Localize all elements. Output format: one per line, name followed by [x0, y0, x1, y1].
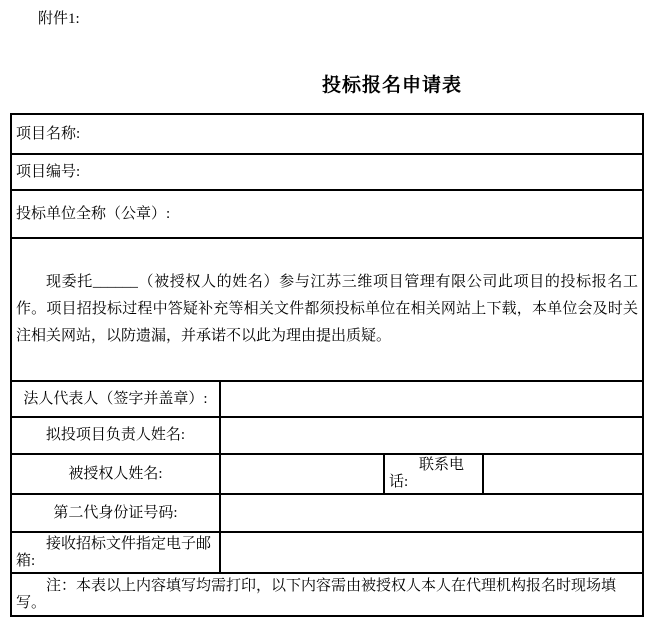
- table-row: [11, 494, 643, 532]
- project-number-label: 项目编号:: [11, 154, 643, 190]
- email-fill-in[interactable]: [220, 532, 643, 573]
- form-note: 注：本表以上内容填写均需打印，以下内容需由被授权人本人在代理机构报名时现场填写。: [11, 573, 643, 616]
- table-row: [11, 381, 643, 417]
- table-row: [11, 114, 643, 154]
- table-row: [11, 417, 643, 454]
- table-row: [11, 454, 643, 494]
- table-row: [11, 154, 643, 190]
- legal-representative-label: 法人代表人（签字并盖章）:: [11, 381, 220, 417]
- table-row: [11, 532, 643, 573]
- table-row: [11, 573, 643, 616]
- project-name-label: 项目名称:: [11, 114, 643, 154]
- contact-phone-label: 联系电话:: [384, 454, 483, 494]
- legal-representative-fill-in[interactable]: [220, 381, 643, 417]
- bid-application-form-table: [10, 113, 644, 617]
- id-number-fill-in[interactable]: [220, 494, 643, 532]
- commitment-paragraph: 现委托______（被授权人的姓名）参与江苏三维项目管理有限公司此项目的投标报名工作。项目招投标过程中答疑补充等相关文件都须投标单位在相关网站上下载，本单位会及时关注相关网站，以防遗漏，并承诺不以此为理由提出质疑。: [11, 238, 643, 381]
- project-leader-name-label: 拟投项目负责人姓名:: [11, 417, 220, 454]
- project-leader-name-fill-in[interactable]: [220, 417, 643, 454]
- contact-phone-fill-in[interactable]: [483, 454, 643, 494]
- email-label: 接收招标文件指定电子邮箱:: [11, 532, 220, 573]
- id-number-label: 第二代身份证号码:: [11, 494, 220, 532]
- authorized-person-name-label: 被授权人姓名:: [11, 454, 220, 494]
- table-row: [11, 238, 643, 381]
- authorized-person-name-fill-in[interactable]: [220, 454, 384, 494]
- bidder-full-name-label: 投标单位全称（公章）:: [11, 190, 643, 238]
- page-title: 投标报名申请表: [321, 75, 462, 96]
- table-row: [11, 190, 643, 238]
- attachment-label: 附件1:: [38, 11, 80, 27]
